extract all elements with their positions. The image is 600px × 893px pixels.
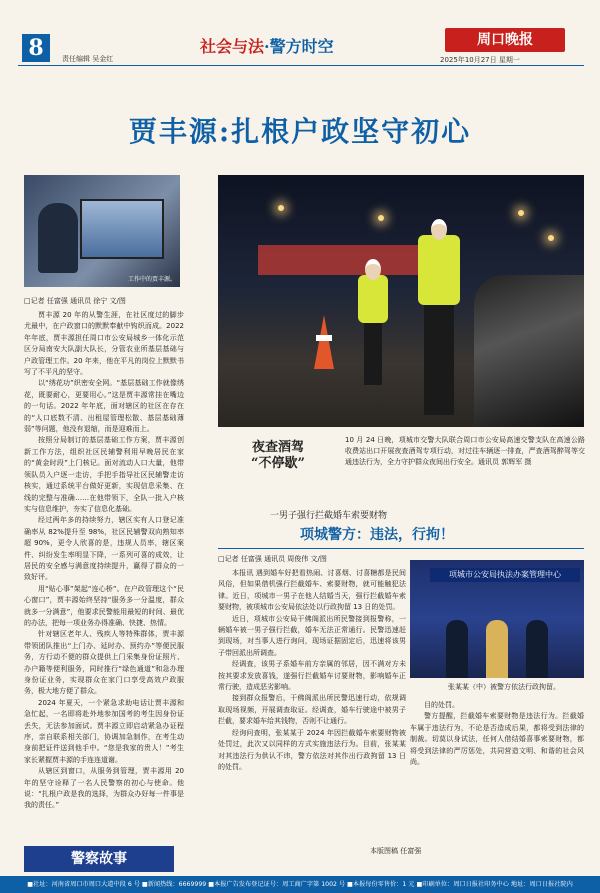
officer-figure bbox=[418, 235, 460, 305]
paragraph: 以“绣花功”织密安全网。“基层基础工作就像绣花，既要耐心，更要用心。”这是贾丰源常挂在嘴边的一句话。2022 年年底，面对辖区的社区在存在的“人口底数不清、出租屋管理松散、基层基础薄弱”等问题，他没有退缩，而是迎难而上。 bbox=[24, 379, 184, 434]
main-headline: 贾丰源:扎根户政坚守初心 bbox=[128, 115, 472, 148]
night-check-title-line2: “不停歇” bbox=[251, 456, 305, 471]
story-divider bbox=[218, 548, 584, 549]
section-title bbox=[200, 34, 334, 57]
second-story-kicker: 一男子强行拦截婚车索要财物 bbox=[270, 511, 388, 521]
photo1-caption: 工作中的贾丰源。 bbox=[127, 276, 176, 283]
second-article-continued bbox=[410, 700, 584, 840]
section-part2: 警方时空 bbox=[269, 37, 334, 56]
page-credit: 本版图稿 任富强 bbox=[370, 847, 422, 855]
footer-info-bar: ■社址：河南省周口市周口大道中段 6 号 ■新闻热线：6669999 ■本报广告发布登记证号：周工商广字第 1002 号 ■本报每份零售价：1 元 ■印刷单位：周口日报社印务中心 地址：周口日报社院内 bbox=[0, 876, 600, 893]
officer-figure bbox=[38, 203, 78, 273]
paragraph: 目的处罚。 bbox=[424, 701, 459, 709]
page-number: 8 bbox=[22, 34, 50, 62]
photo-detention bbox=[410, 560, 584, 678]
officer-legs bbox=[424, 305, 454, 415]
night-check-title-line1: 夜查酒驾 bbox=[251, 440, 304, 455]
paragraph: 按照分局制订的基层基础工作方案，贾丰源创新工作方法，组织社区民辅警利用早晚居民在家的“黄金时段”上门核记。面对流动人口大量，他带领队员入户逐一走访，手把手指导社区民辅警走访核实，通过系统平台做好更新，实现信息采集、在线的完整与准确……在他带领下，全队一批入户核实与信息维护，夯实了信息化基础。 bbox=[24, 436, 184, 513]
night-check-title bbox=[218, 440, 338, 472]
night-check-text: 10 月 24 日晚，项城市交警大队联合周口市公安局高速交警支队在高速公路收费站出口开展夜查酒驾专项行动，对过往车辆逐一排查，严查酒驾醉驾等交通违法行为，全力守护群众夜间出行安全。通讯员 郭辉军 摄 bbox=[345, 436, 585, 466]
second-story-byline: □记者 任富强 通讯员 周俊伟 文/图 bbox=[218, 555, 327, 563]
paragraph: 针对辖区老年人、残疾人等特殊群体，贾丰源带领团队推出“上门办、延时办、预约办”等便民服务，方行动不便的群众提供上门采集身份证照片、办户籍等便利服务，同时推行“绿色通道”和急办理身份证业务，实现群众在家门口享受高效户政服务，极大地方便了群众。 bbox=[24, 630, 184, 696]
masthead-logo: 周口晚报 bbox=[445, 28, 565, 52]
paragraph: 用“贴心事”架起“连心桥”。在户政管理这个“民心窗口”，贾丰源始终坚持“服务多一分温度，群众就多一分满意”，他要求民警能用最短的时间、最优的办法，把每一项业务办得准确、快捷、热情。 bbox=[24, 584, 184, 627]
photo3-caption: 张某某（中）被警方依法行政拘留。 bbox=[448, 683, 560, 691]
editors-credit: 责任编辑 吴金红 bbox=[62, 55, 114, 63]
header-rule bbox=[18, 65, 584, 66]
section-part1: 社会与法 bbox=[200, 37, 265, 56]
paragraph: 贾丰源 20 年的从警生涯，在社区度过的脚步尤最中，在户政窗口的默默奉献中钩织而成。2022 年年底，贾丰源担任周口市公安局城乡一体化示范区分局南安大队副大队长，分管农业所基层基础与户政管理工作。20 年来，他在平凡的岗位上默默书写了不平凡的坚守。 bbox=[24, 311, 184, 377]
traffic-cone-stripe bbox=[316, 335, 332, 341]
paragraph: 经过两年多的持续努力，辖区实有人口登记准确率从 82%提升至 98%，社区民辅警双向熟知率超 90%，更令人欣喜的是，违规人员率，辖区案件、纠纷发生率明显下降，一系列可喜的成效，让居民的安全感与满意度持续提升，赢得了群众的一致好评。 bbox=[24, 516, 184, 582]
photo-officer-at-desk bbox=[24, 175, 180, 287]
paragraph: 本报讯 遇到婚车好把看热闹、讨喜烟、讨喜糖都是民间风俗，但如果借机强行拦截婚车、索要财物，就可能触犯法律。近日，项城市一男子在他人结婚当天，强行拦截婚车索要财物，被项城市公安局依法处以行政拘留 13 日的处罚。 bbox=[218, 569, 406, 612]
traffic-cone bbox=[314, 315, 334, 369]
paragraph: 2024 年夏天，一个紧急求助电话让贾丰源和急忙起，一名即将赴外地参加国考的考生因身份证丢失，无法参加面试。贾丰源立即启动紧急办证程序，亲自联系相关部门，协调加急制作，在考生动身前把证件送到他手中。“您是我家的贵人！”考生家长紧握贾丰源的手连连道谢。 bbox=[24, 698, 184, 764]
photo3-banner: 项城市公安局执法办案管理中心 bbox=[430, 568, 580, 582]
paragraph: 近日，项城市公安局干佛阁派出所民警接到报警称，一辆婚车被一男子强行拦截，婚车无法正常通行。民警迅速赶到现场，对当事人进行询问，现场证据固定后，迅速将该男子带回派出所调查。 bbox=[218, 614, 406, 657]
suspect-figure bbox=[486, 620, 508, 678]
paragraph: 经调查，该男子系婚车前方亲属的邻居，因不满对方未按其要求发放喜钱，遂强行拦截婚车讨要财物，影响婚车正常行驶，造成恶劣影响。 bbox=[218, 660, 406, 692]
paragraph: 经询问查明，张某某于 2024 年因拦截婚车索要财物被处罚过，此次又以同样的方式实施违法行为。目前，张某某对其违法行为供认不讳，警方依法对其作出行政拘留 13 日的处罚。 bbox=[218, 728, 406, 771]
officer-figure bbox=[526, 620, 548, 678]
photo-night-checkpoint bbox=[218, 175, 584, 427]
second-article-body bbox=[218, 568, 406, 830]
officer-figure bbox=[446, 620, 468, 678]
car-image bbox=[474, 275, 584, 427]
paragraph: 从辖区到窗口，从服务到管理，贾丰源用 20 年的坚守诠释了一名人民警察的初心与使命。他说：“扎根户政是我的选择，为群众办好每一件事是我的责任。” bbox=[24, 767, 184, 810]
section-sep: · bbox=[264, 37, 270, 56]
officer-legs bbox=[364, 323, 382, 385]
street-light bbox=[518, 210, 524, 216]
street-light bbox=[548, 235, 554, 241]
second-story-headline: 项城警方：违法，行拘！ bbox=[300, 527, 454, 543]
paragraph: 警方提醒，拦截婚车索要财物是违法行为。拦截婚车属于违法行为，不论是否造成后果，都将受到法律的制裁。切莫以身试法，任何人借结婚喜事索要财物，都将受到法律的严厉惩处，共同营造文明、和谐的社会风尚。 bbox=[410, 712, 584, 767]
main-article-body bbox=[24, 310, 184, 840]
street-light bbox=[378, 215, 384, 221]
main-byline: □记者 任富强 通讯员 徐宁 文/图 bbox=[24, 297, 126, 305]
paragraph: 接到群众报警后，干佛阁派出所民警迅速行动，依规调取现场视频，开展调查取证。经调查，婚车行驶途中被男子拦截，要求婚车给其钱物，否则不让通行。 bbox=[218, 694, 406, 726]
footer-column-logo: 警察故事 bbox=[24, 846, 174, 872]
officer-figure bbox=[358, 275, 388, 323]
issue-date: 2025年10月27日 星期一 bbox=[440, 56, 520, 64]
monitor-image bbox=[80, 199, 164, 259]
street-light bbox=[278, 205, 284, 211]
